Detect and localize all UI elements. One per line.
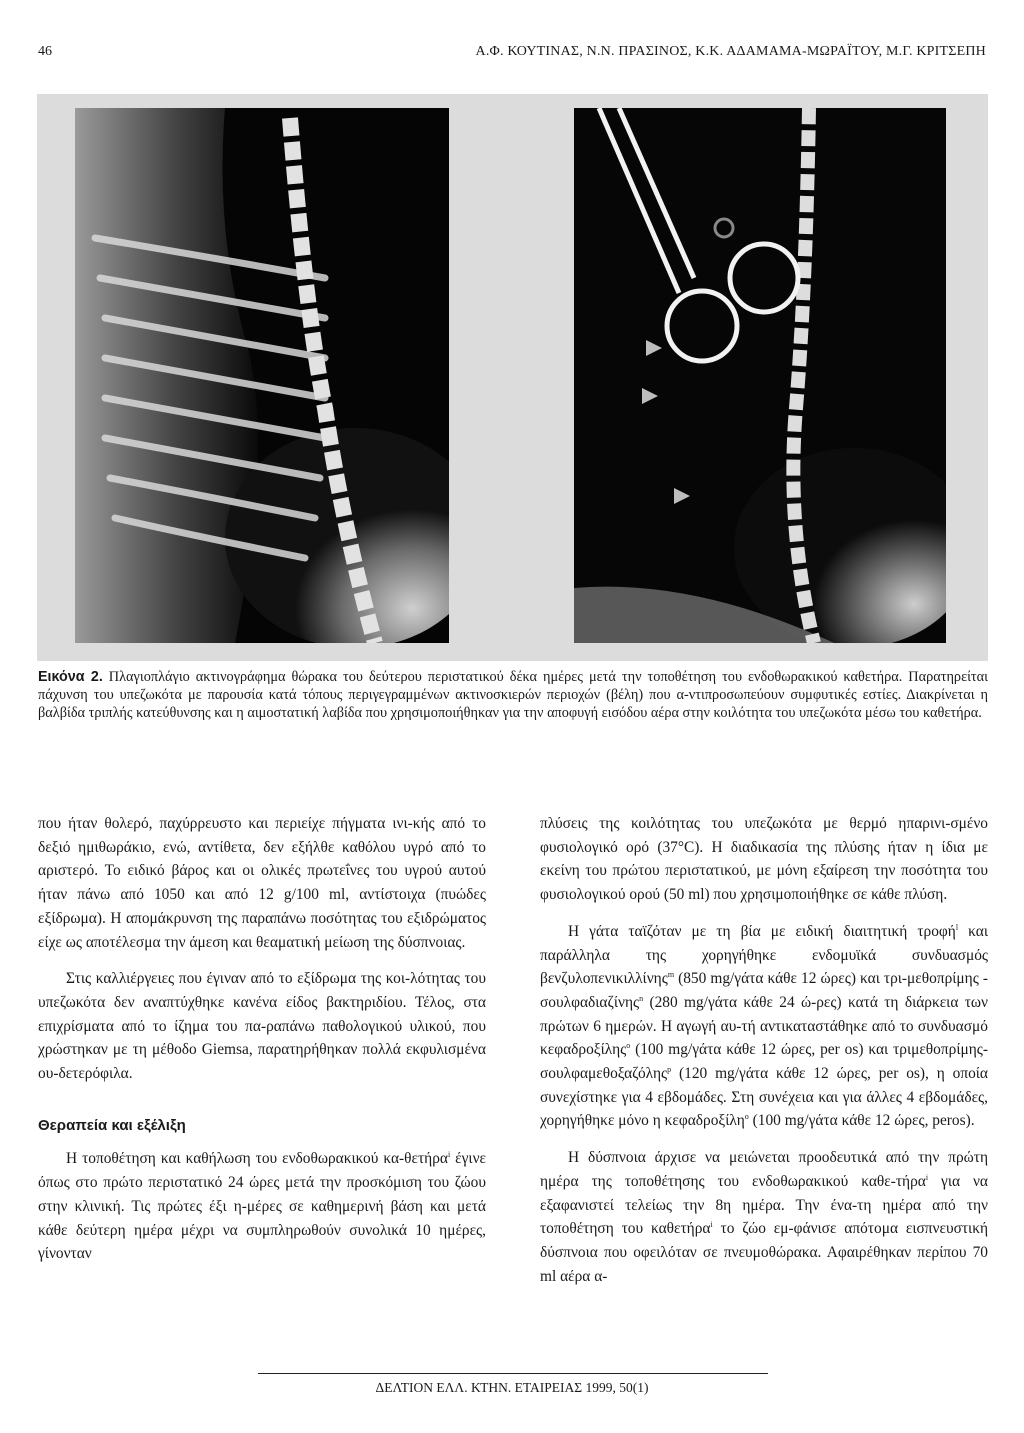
left-paragraph-1: που ήταν θολερό, παχύρρευστο και περιείχε πήγματα ινι-κής από το δεξιό ημιθωράκιο, ενώ, αντίθετα, δεν εξήλθε καθόλου υγρό από το αριστερό. Το ειδικό βάρος και οι ολικές πρωτεΐνες του υγρού αυτού ήταν πάνω από 1050 και από 12 g/100 ml, αντίστοιχα (πυώδες εξίδρωμα). Η απομάκρυνση της παραπάνω ποσότητας του εξιδρώματος είχε ως αποτέλεσμα την άμεση και θεαματική μείωση της δύσπνοιας. xyxy=(38,815,486,951)
figure-caption-text: Πλαγιοπλάγιο ακτινογράφημα θώρακα του δεύτερου περιστατικού δέκα ημέρες μετά την τοποθέτηση του ενδοθωρακικού καθετήρα. Παρατηρείται πάχυνση του υπεζωκότα με παρουσία κατά τόπους περιγεγραμμένων ακτινοσκιερών περιοχών (βέλη) που α-ντιπροσωπεύουν συμφυτικές εστίες. Διακρίνεται η βαλβίδα τριπλής κατεύθυνσης και η αιμοστατική λαβίδα που χρησιμοποιήθηκαν για την αποφυγή εισόδου αέρα στην κοιλότητα του υπεζωκότα μέσω του καθετήρα. xyxy=(38,669,988,722)
running-header xyxy=(38,44,986,66)
right-paragraph-2: Η γάτα ταϊζόταν με τη βία με ειδική διαιτητική τροφή$^l$ και παράλληλα της χορηγήθηκε ενδομυϊκά συνδυασμός βενζυλοπενικιλλίνης$^m$ (850 mg/γάτα κάθε 12 ώρες) και τρι-μεθοπρίμης - σουλφαδιαζίνης$^n$ (280 mg/γάτα κάθε 24 ώ-ρες) κατά τη διάρκεια των πρώτων 6 ημερών. Η αγωγή αυ-τή αντικαταστάθηκε από το συνδυασμό κεφαδροξίλης$^o$ (100 mg/γάτα κάθε 12 ώρες, per os) και τριμεθοπρίμης-σουλφαμεθοξαζόλης$^p$ (120 mg/γάτα κάθε 12 ώρες, per os), η οποία συνεχίστηκε για 4 εβδομάδες. Στη συνέχεια και για άλλες 4 εβδομάδες, χορηγήθηκε μόνο η κεφαδροξίλη$^o$ (100 mg/γάτα κάθε 12 ώρες, peros). xyxy=(540,922,988,1130)
left-paragraph-2: Στις καλλιέργειες που έγιναν από το εξίδρωμα της κοι-λότητας του υπεζωκότα δεν αναπτύχθηκε κανένα είδος βακτηριδίου. Τέλος, στα επιχρίσματα από το ίζημα του πα-ραπάνω παθολογικού υλικού, που χρώστηκαν με τη μέθοδο Giemsa, παρατηρήθηκαν πολλά εκφυλισμένα ου-δετερόφιλα. xyxy=(38,970,486,1083)
left-column xyxy=(38,812,486,1279)
xray-image-right xyxy=(574,108,946,643)
page-number: 46 xyxy=(38,44,52,59)
right-paragraph-3: Η δύσπνοια άρχισε να μειώνεται προοδευτικά από την πρώτη ημέρα της τοποθέτησης του ενδοθωρακικού καθε-τήρα$^i$ για να εξαφανιστεί τελείως την 8η ημέρα. Την ένα-τη ημέρα από την τοποθέτηση του καθετήρα$^i$ το ζώο εμ-φάνισε απότομα εισπνευστική δύσπνοια που οφειλόταν σε πνευμοθώρακα. Αφαιρέθηκαν περίπου 70 ml αέρα α- xyxy=(540,1149,988,1285)
section-heading: Θεραπεία και εξέλιξη xyxy=(38,1116,186,1134)
figure-label: Εικόνα 2. xyxy=(38,669,103,685)
xray-image-left xyxy=(75,108,449,643)
right-column xyxy=(540,812,988,1301)
right-paragraph-1: πλύσεις της κοιλότητας του υπεζωκότα με θερμό ηπαρινι-σμένο φυσιολογικό ορό (37°C). Η διαδικασία της πλύσης ήταν η ίδια με εκείνη του πρώτου περιστατικού, με μόνη εξαίρεση την ποσότητα του φυσιολογικού ορού (50 ml) που χρησιμοποιήθηκε σε κάθε πλύση. xyxy=(540,815,988,904)
header-authors: Α.Φ. ΚΟΥΤΙΝΑΣ, Ν.Ν. ΠΡΑΣΙΝΟΣ, Κ.Κ. ΑΔΑΜΑΜΑ-ΜΩΡΑΪΤΟΥ, Μ.Γ. ΚΡΙΤΣΕΠΗ xyxy=(475,44,986,59)
left-paragraph-3: Η τοποθέτηση και καθήλωση του ενδοθωρακικού κα-θετήρα$^i$ έγινε όπως στο πρώτο περιστατικό 24 ώρες μετά την προσκόμιση του ζώου στην κλινική. Τις πρώτες έξι η-μέρες σε καθημερινή βάση και μετά κάθε δεύτερη ημέρα μέχρι να συμπληρωθούν συνολικά 10 ημέρες, γίνονταν xyxy=(38,1150,486,1263)
footer-rule xyxy=(258,1373,768,1374)
journal-footer: ΔΕΛΤΙΟΝ ΕΛΛ. ΚΤΗΝ. ΕΤΑΙΡΕΙΑΣ 1999, 50(1) xyxy=(375,1380,649,1395)
figure-caption xyxy=(38,668,988,723)
figure-panel xyxy=(37,94,988,661)
